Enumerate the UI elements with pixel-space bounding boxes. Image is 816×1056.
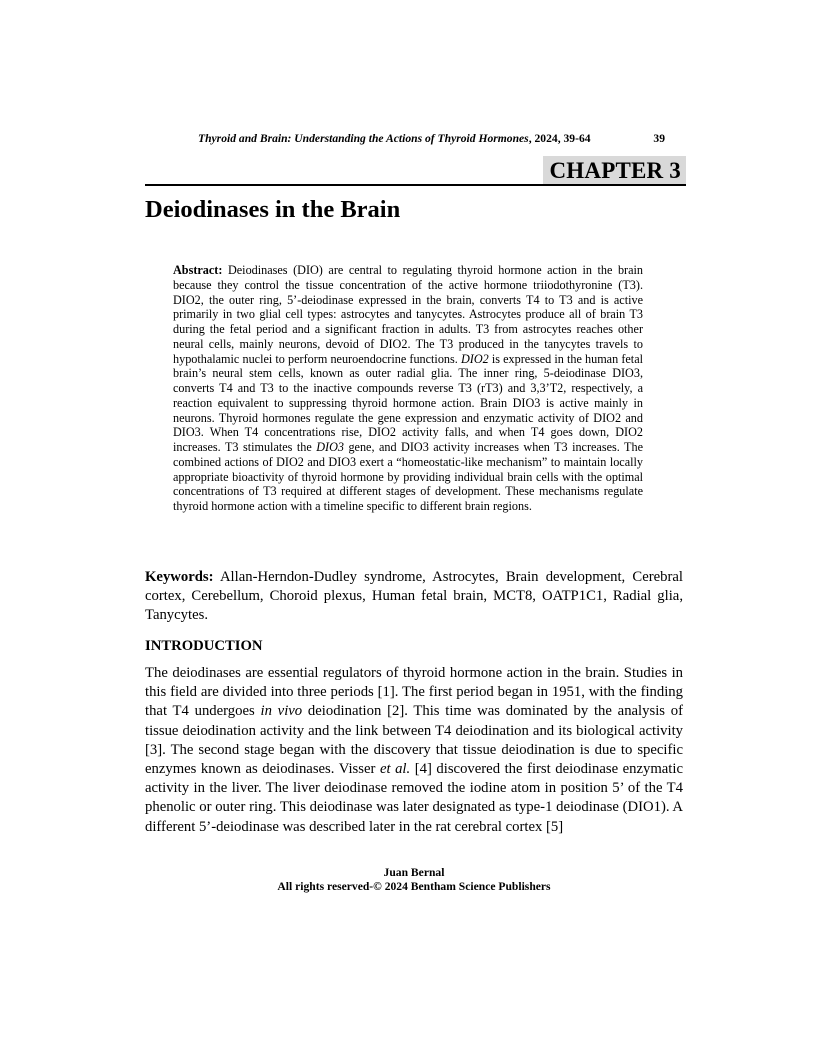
abstract-paragraph: Abstract: Deiodinases (DIO) are central to regulating thyroid hormone action in the brain because they control the tissue concentration of the active hormone triiodothyronine (T3). DIO2, the outer ring, 5’-deiodinase expressed in the brain, converts T4 to T3 and is active primarily in two glial cell types: astrocytes and tanycytes. Astrocytes produce all of brain T3 during the fetal period and a significant fraction in adults. T3 from astrocytes reaches other neural cells, mainly neurons, devoid of DIO2. The T3 produced in the tanycytes travels to hypothalamic nuclei to perform neuroendocrine functions. DIO2 is expressed in the human fetal brain’s neural stem cells, known as outer radial glia. The inner ring, 5-deiodinase DIO3, converts T4 and T3 to the inactive compounds reverse T3 (rT3) and 3,3’T2, respectively, a reaction equivalent to suppressing thyroid hormone action. Brain DIO3 is active mainly in neurons. Thyroid hormones regulate the gene expression and enzymatic activity of DIO2 and DIO3. When T4 concentrations rise, DIO2 activity falls, and when T4 goes down, DIO2 increases. T3 stimulates the DIO3 gene, and DIO3 activity increases when T3 increases. The combined actions of DIO2 and DIO3 exert a “homeostatic-like mechanism” to maintain locally appropriate bioactivity of thyroid hormone by providing individual brain cells with the optimal concentrations of T3 required at different stages of development. These mechanisms regulate thyroid hormone action with a timeline specific to different brain regions.: [173, 263, 643, 513]
chapter-title: Deiodinases in the Brain: [145, 196, 401, 223]
page-footer: [145, 866, 683, 893]
running-header-title: Thyroid and Brain: Understanding the Actions of Thyroid Hormones: [198, 132, 529, 145]
section-heading-introduction: INTRODUCTION: [145, 638, 263, 654]
page-number: 39: [653, 132, 665, 145]
running-header-suffix: , 2024, 39-64: [528, 132, 591, 145]
footer-author: Juan Bernal: [383, 866, 445, 879]
chapter-rule-divider: [145, 184, 686, 186]
introduction-paragraph: The deiodinases are essential regulators of thyroid hormone action in the brain. Studies in this field are divided into three periods [1]. The first period began in 1951, with the finding that T4 undergoes in vivo deiodination [2]. This time was dominated by the analysis of tissue deiodination activity and the link between T4 deiodination and its biological activity [3]. The second stage began with the discovery that tissue deiodination is due to specific enzymes known as deiodinases. Visser et al. [4] discovered the first deiodinase enzymatic activity in the liver. The liver deiodinase removed the iodine atom in position 5’ of the T4 phenolic or outer ring. This deiodinase was later designated as type-1 deiodinase (DIO1). A different 5’-deiodinase was described later in the rat cerebral cortex [5]: [145, 665, 683, 835]
running-header: [198, 132, 591, 145]
keywords-label: Keywords:: [145, 569, 214, 585]
footer-rights: All rights reserved-© 2024 Bentham Science Publishers: [277, 879, 551, 893]
keywords-paragraph: [145, 568, 683, 625]
keywords-text: Allan-Herndon-Dudley syndrome, Astrocytes, Brain development, Cerebral cortex, Cerebellum, Choroid plexus, Human fetal brain, MCT8, OATP1C1, Radial glia, Tanycytes.: [145, 569, 683, 623]
chapter-label: CHAPTER 3: [543, 156, 686, 186]
